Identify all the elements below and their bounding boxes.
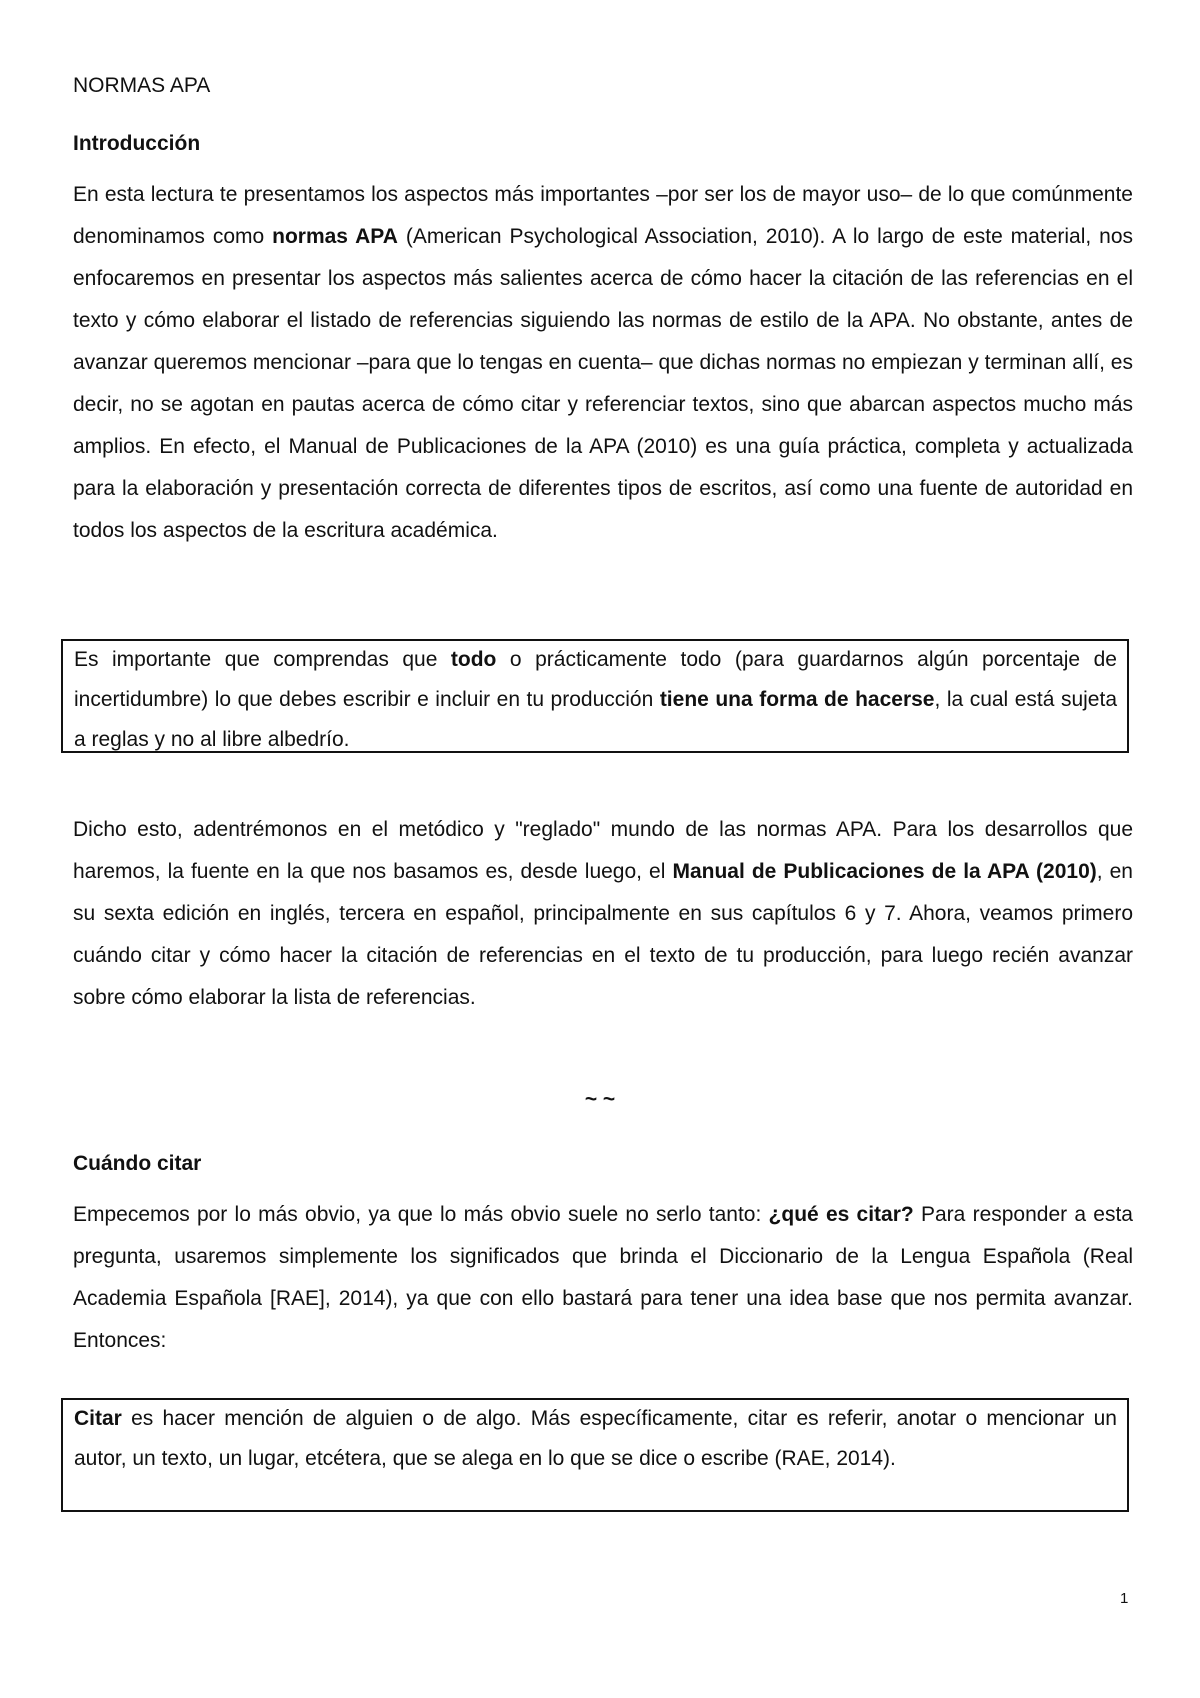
intro-p2-text-a: Dicho esto, adentrémonos en el metódico y "reglado" mundo de las normas APA. Para los desarrollos que haremos, la fuente en la que nos basamos es, desde luego, el — [73, 818, 1133, 883]
intro-p2-bold-manual: Manual de Publicaciones de la APA (2010) — [672, 860, 1097, 883]
document-title: NORMAS APA — [73, 74, 211, 97]
cc-p1-text-a: Empecemos por lo más obvio, ya que lo más obvio suele no serlo tanto: — [73, 1203, 769, 1226]
intro-paragraph-2 — [73, 809, 1133, 1019]
cuando-citar-paragraph-1 — [73, 1194, 1133, 1362]
intro-box-text-a: Es importante que comprendas que — [74, 648, 451, 671]
intro-callout-box — [61, 639, 1129, 753]
intro-paragraph-1 — [73, 174, 1133, 552]
cc-box-text-b: es hacer mención de alguien o de algo. Más específicamente, citar es referir, anotar o mencionar un autor, un texto, un lugar, etcétera, que se alega en lo que se dice o escribe (RAE, 2014). — [74, 1407, 1117, 1470]
intro-p1-text-a: En esta lectura te presentamos los aspectos más importantes –por ser los de mayor uso– de lo que comúnmente denominamos como — [73, 183, 1133, 248]
cuando-citar-heading: Cuándo citar — [73, 1152, 202, 1175]
intro-heading: Introducción — [73, 132, 201, 155]
intro-box-text-c: o prácticamente todo (para guardarnos algún porcentaje de incertidumbre) lo que debes escribir e incluir en tu producción — [74, 648, 1117, 711]
intro-box-text-e: , la cual está sujeta a reglas y no al libre albedrío. — [74, 688, 1117, 751]
cc-box-bold-citar: Citar — [74, 1407, 122, 1430]
intro-box-bold-todo: todo — [450, 648, 497, 671]
citar-definition-text — [74, 1399, 1117, 1479]
citar-definition-box — [61, 1398, 1129, 1512]
intro-p1-bold-normas-apa: normas APA — [272, 225, 398, 248]
cc-p1-bold-que-es-citar: ¿qué es citar? — [768, 1203, 914, 1226]
section-separator: ~ ~ — [584, 1088, 616, 1111]
intro-p2-text-c: , en su sexta edición en inglés, tercera en español, principalmente en sus capítulos 6 y 7. Ahora, veamos primero cuándo citar y cómo hacer la citación de referencias en el texto de tu producción, para luego recién avanzar sobre cómo elaborar la lista de referencias. — [73, 860, 1133, 1009]
intro-box-bold-forma: tiene una forma de hacerse — [659, 688, 935, 711]
intro-callout-text — [74, 640, 1117, 760]
intro-p1-text-c: (American Psychological Association, 2010). A lo largo de este material, nos enfocaremos en presentar los aspectos más salientes acerca de cómo hacer la citación de las referencias en el texto y cómo elaborar el listado de referencias siguiendo las normas de estilo de la APA. No obstante, antes de avanzar queremos mencionar –para que lo tengas en cuenta– que dichas normas no empiezan y terminan allí, es decir, no se agotan en pautas acerca de cómo citar y referenciar textos, sino que abarcan aspectos mucho más amplios. En efecto, el Manual de Publicaciones de la APA (2010) es una guía práctica, completa y actualizada para la elaboración y presentación correcta de diferentes tipos de escritos, así como una fuente de autoridad en todos los aspectos de la escritura académica. — [73, 225, 1133, 542]
page-number: 1 — [1120, 1590, 1129, 1607]
cc-p1-text-c: Para responder a esta pregunta, usaremos simplemente los significados que brinda el Diccionario de la Lengua Española (Real Academia Española [RAE], 2014), ya que con ello bastará para tener una idea base que nos permita avanzar. Entonces: — [73, 1203, 1133, 1352]
